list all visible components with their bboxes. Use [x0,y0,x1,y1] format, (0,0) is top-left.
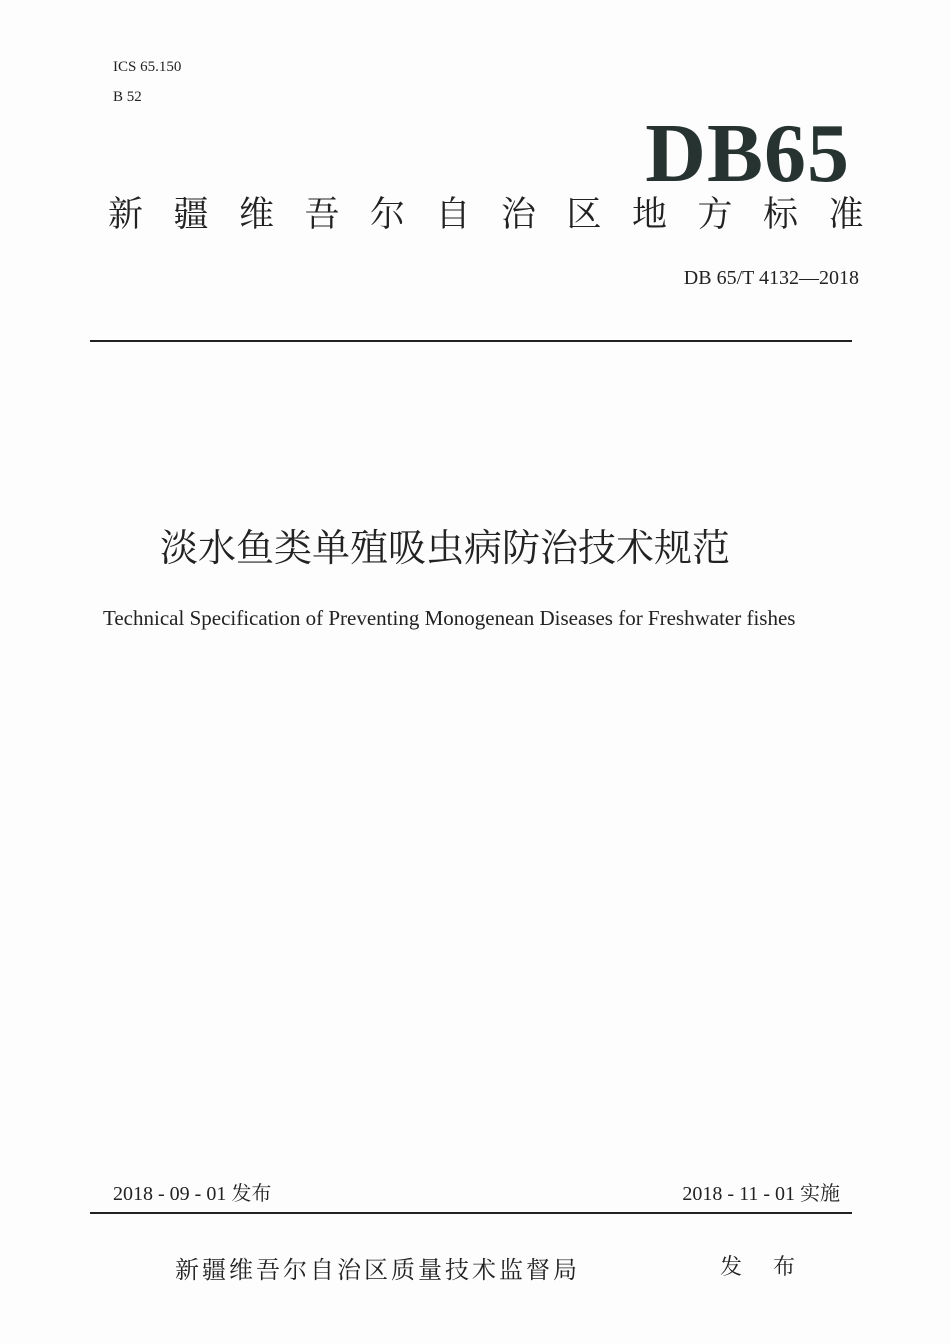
header-divider [90,340,852,342]
document-title-english: Technical Specification of Preventing Monogenean Diseases for Freshwater fishes [103,606,796,630]
footer-divider [90,1212,852,1214]
standard-code: DB 65/T 4132—2018 [683,267,859,289]
document-title: 淡水鱼类单殖吸虫病防治技术规范 [160,526,731,570]
standard-type: 新疆维吾尔自治区地方标准 [108,195,895,235]
standard-logo: DB65 [645,107,850,200]
publish-date: 2018 - 09 - 01 发布 [113,1183,272,1205]
ics-code: ICS 65.150 [113,59,182,75]
classification-code: B 52 [113,89,142,105]
implement-date: 2018 - 11 - 01 实施 [682,1183,840,1205]
issue-label: 发 布 [720,1255,807,1280]
issuing-authority: 新疆维吾尔自治区质量技术监督局 [175,1256,580,1284]
